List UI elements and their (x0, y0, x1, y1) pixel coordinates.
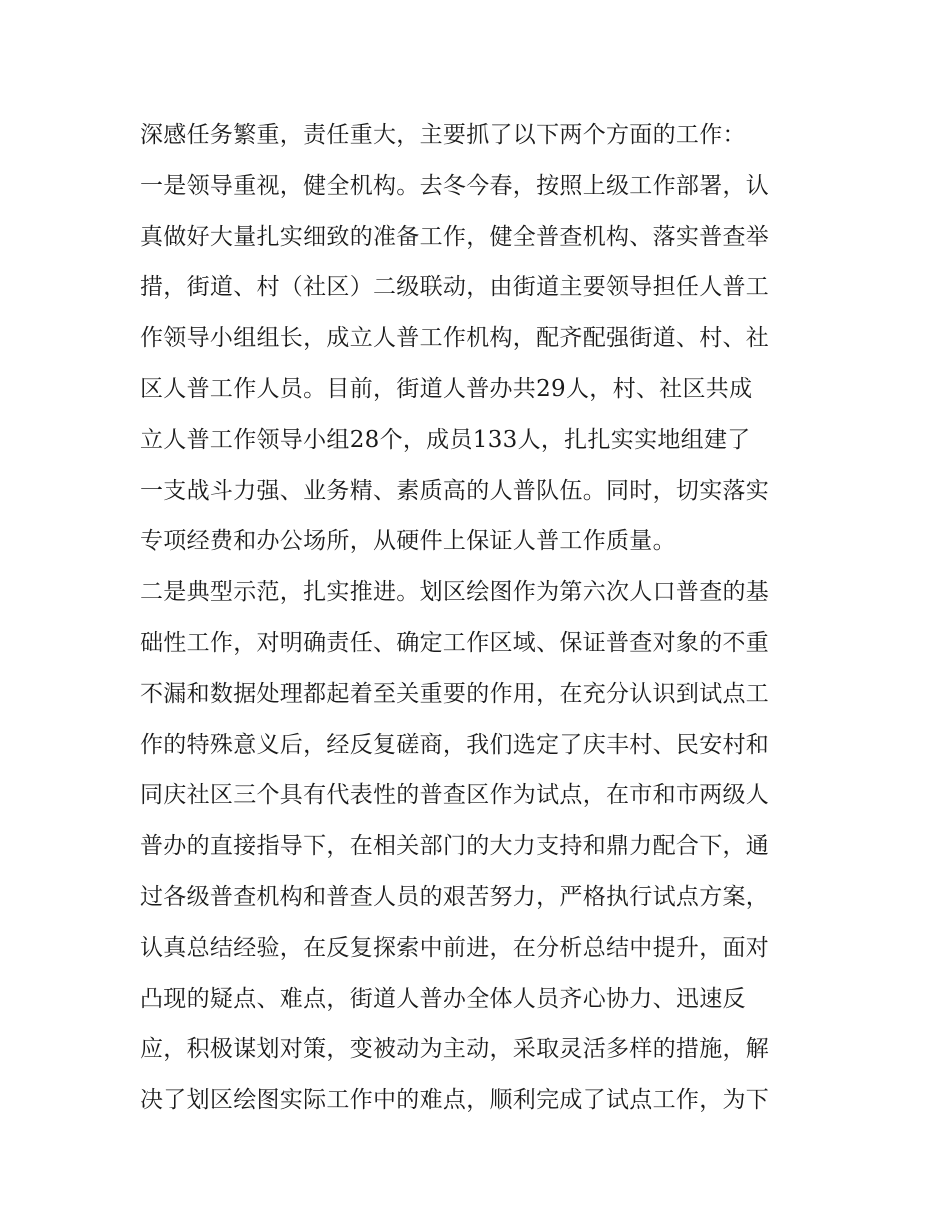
text-line: 措，街道、村（社区）二级联动，由街道主要领导担任人普工 (140, 274, 770, 301)
text-line: 作领导小组组长，成立人普工作机构，配齐配强街道、村、社 (140, 325, 770, 352)
text-line: 立人普工作领导小组28个，成员133人，扎扎实实地组建了 (140, 426, 751, 453)
text-line: 区人普工作人员。目前，街道人普办共29人，村、社区共成 (140, 375, 753, 402)
text-line: 一是领导重视，健全机构。去冬今春，按照上级工作部署，认 (140, 172, 770, 199)
text-line: 一支战斗力强、业务精、素质高的人普队伍。同时，切实落实 (140, 477, 770, 504)
text-line: 深感任务繁重，责任重大，主要抓了以下两个方面的工作： (140, 122, 746, 148)
text-line: 决了划区绘图实际工作中的难点，顺利完成了试点工作，为下 (140, 1087, 770, 1114)
text-line: 真做好大量扎实细致的准备工作，健全普查机构、落实普查举 (140, 223, 770, 250)
text-line: 同庆社区三个具有代表性的普查区作为试点，在市和市两级人 (140, 782, 770, 809)
text-line: 二是典型示范，扎实推进。划区绘图作为第六次人口普查的基 (140, 579, 770, 606)
text-line: 认真总结经验，在反复探索中前进，在分析总结中提升，面对 (140, 934, 770, 961)
text-line: 过各级普查机构和普查人员的艰苦努力，严格执行试点方案， (140, 883, 770, 910)
text-line: 凸现的疑点、难点，街道人普办全体人员齐心协力、迅速反 (140, 985, 746, 1012)
text-line: 作的特殊意义后，经反复磋商，我们选定了庆丰村、民安村和 (140, 731, 770, 758)
text-line: 专项经费和办公场所，从硬件上保证人普工作质量。 (140, 528, 676, 555)
text-line: 应，积极谋划对策，变被动为主动，采取灵活多样的措施，解 (140, 1036, 770, 1063)
text-line: 普办的直接指导下，在相关部门的大力支持和鼎力配合下，通 (140, 833, 770, 860)
document-body (140, 110, 820, 1126)
text-line: 不漏和数据处理都起着至关重要的作用，在充分认识到试点工 (140, 680, 770, 707)
text-line: 础性工作，对明确责任、确定工作区域、保证普查对象的不重 (140, 629, 770, 656)
